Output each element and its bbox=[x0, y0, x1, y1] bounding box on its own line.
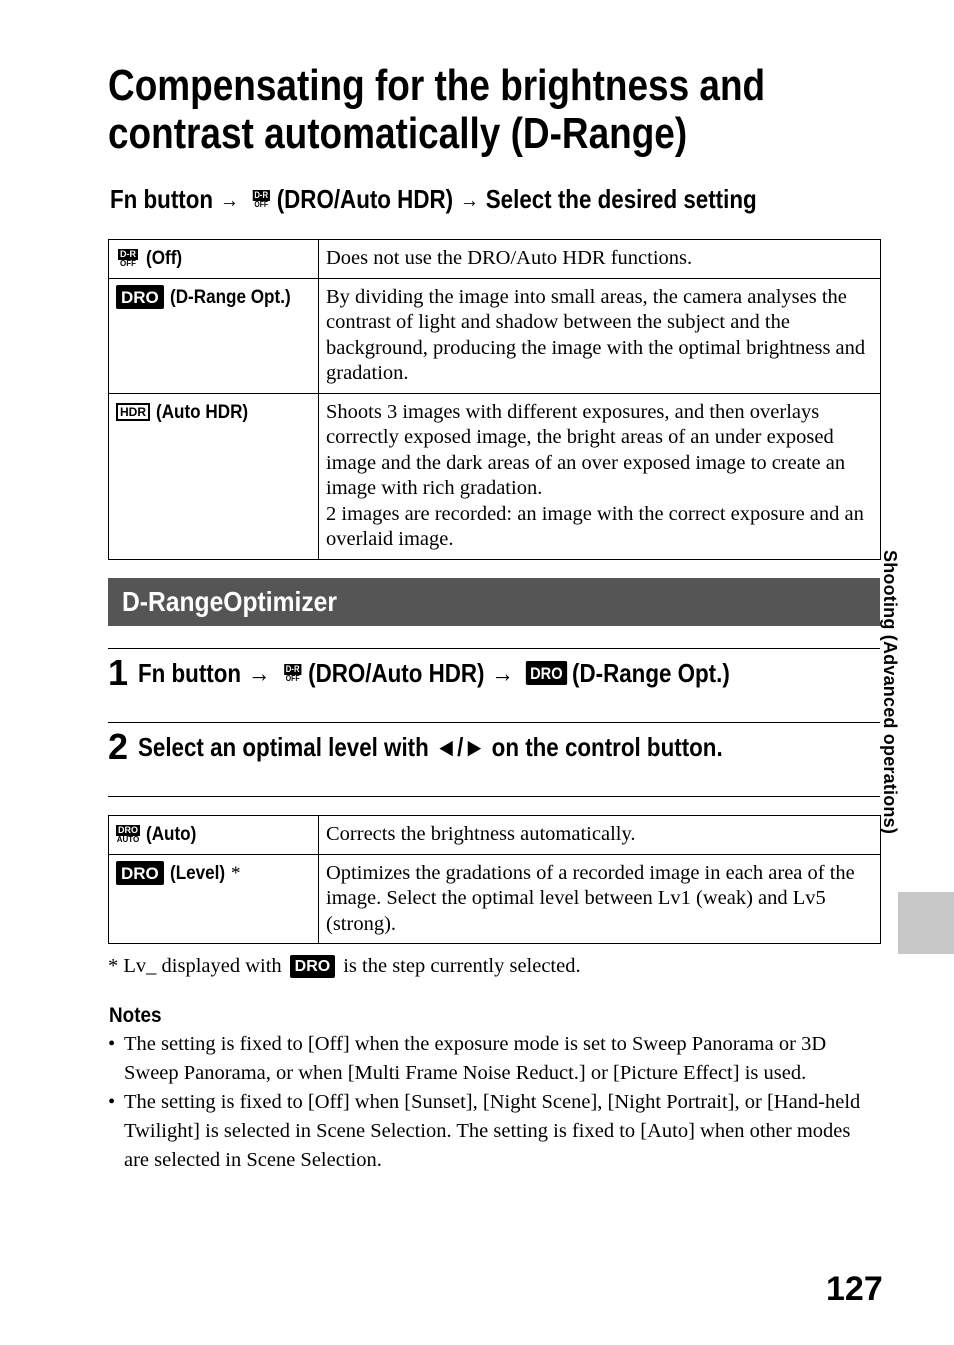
setting-description: By dividing the image into small areas, the camera analyses the contrast of light and shadow between the subject and the background, producing the image with the optimal brightness and gradation. bbox=[319, 278, 881, 393]
step-2 bbox=[108, 726, 818, 768]
list-item: • The setting is fixed to [Off] when [Sunset], [Night Scene], [Night Portrait], or [Hand-held Twilight] is selected in Scene Selection. The setting is fixed to [Auto] when other modes are selected in Scene Selection. bbox=[108, 1088, 868, 1175]
setting-description: Optimizes the gradations of a recorded image in each area of the image. Select the optimal level between Lv1 (weak) and Lv5 (strong). bbox=[319, 854, 881, 944]
dro-icon: DRO bbox=[116, 861, 164, 885]
dro-auto-icon: DRO AUTO bbox=[116, 825, 140, 845]
setting-description: Corrects the brightness automatically. bbox=[319, 816, 881, 855]
step-1 bbox=[108, 652, 826, 694]
step-number: 2 bbox=[108, 726, 129, 767]
footnote-marker: * bbox=[231, 862, 241, 884]
dro-icon: DRO bbox=[290, 955, 336, 978]
setting-description-extra: 2 images are recorded: an image with the correct exposure and an overlaid image. bbox=[326, 502, 864, 550]
step-range-opt: (D-Range Opt.) bbox=[572, 657, 730, 688]
setting-label: (Level) bbox=[169, 862, 225, 884]
dro-off-icon: D-R OFF bbox=[254, 190, 269, 209]
menu-path-dro: (DRO/Auto HDR) bbox=[276, 184, 454, 214]
setting-label: (Auto) bbox=[146, 824, 197, 845]
settings-table bbox=[108, 239, 881, 560]
page-title bbox=[108, 62, 888, 158]
level-table bbox=[108, 815, 881, 944]
notes-heading: Notes bbox=[109, 1004, 162, 1027]
arrow-icon: → bbox=[219, 186, 239, 212]
table-row bbox=[109, 854, 881, 944]
list-item: • The setting is fixed to [Off] when the exposure mode is set to Sweep Panorama or 3D Sweep Panorama, or when [Multi Frame Noise Reduct.] or [Picture Effect] is used. bbox=[108, 1030, 868, 1088]
page-title-line-2: contrast automatically (D-Range) bbox=[108, 109, 688, 158]
step-dro: (DRO/Auto HDR) bbox=[308, 657, 485, 688]
setting-description: Does not use the DRO/Auto HDR functions. bbox=[319, 240, 881, 279]
menu-path-fn: Fn button bbox=[110, 184, 214, 214]
setting-label: (Auto HDR) bbox=[156, 401, 249, 423]
arrow-icon: → bbox=[247, 657, 271, 688]
menu-path-select: Select the desired setting bbox=[485, 184, 757, 214]
divider bbox=[108, 796, 880, 797]
table-row bbox=[109, 278, 881, 393]
menu-path bbox=[110, 184, 757, 215]
setting-label: (Off) bbox=[146, 248, 183, 269]
table-row bbox=[109, 240, 881, 279]
step-fn: Fn button bbox=[138, 657, 242, 688]
notes-list bbox=[108, 1030, 868, 1175]
divider bbox=[108, 648, 880, 649]
dro-off-icon: D-R OFF bbox=[285, 663, 300, 683]
step-number: 1 bbox=[108, 652, 129, 693]
page-title-line-1: Compensating for the brightness and bbox=[108, 61, 766, 110]
dro-icon: DRO bbox=[116, 285, 164, 309]
dro-off-icon: D-R OFF bbox=[120, 249, 136, 269]
table-row bbox=[109, 816, 881, 855]
setting-label: (D-Range Opt.) bbox=[169, 286, 291, 308]
footnote: * Lv_ displayed with DRO is the step currently selected. bbox=[108, 955, 581, 977]
page-number: 127 bbox=[826, 1270, 883, 1308]
table-row bbox=[109, 393, 881, 559]
section-header: D-RangeOptimizer bbox=[108, 578, 880, 626]
arrow-icon: → bbox=[491, 657, 514, 688]
dro-icon: DRO bbox=[526, 661, 567, 685]
arrow-icon: → bbox=[459, 186, 479, 212]
chapter-tab bbox=[898, 892, 954, 954]
hdr-icon: HDR bbox=[116, 403, 150, 421]
setting-description: Shoots 3 images with different exposures, and then overlays correctly exposed image, the bright areas of an under exposed image and the dark areas of an over exposed image to create an image with rich gradation. bbox=[326, 400, 846, 499]
step-text: Select an optimal level with ◄/► on the control button. bbox=[138, 731, 723, 762]
divider bbox=[108, 722, 880, 723]
